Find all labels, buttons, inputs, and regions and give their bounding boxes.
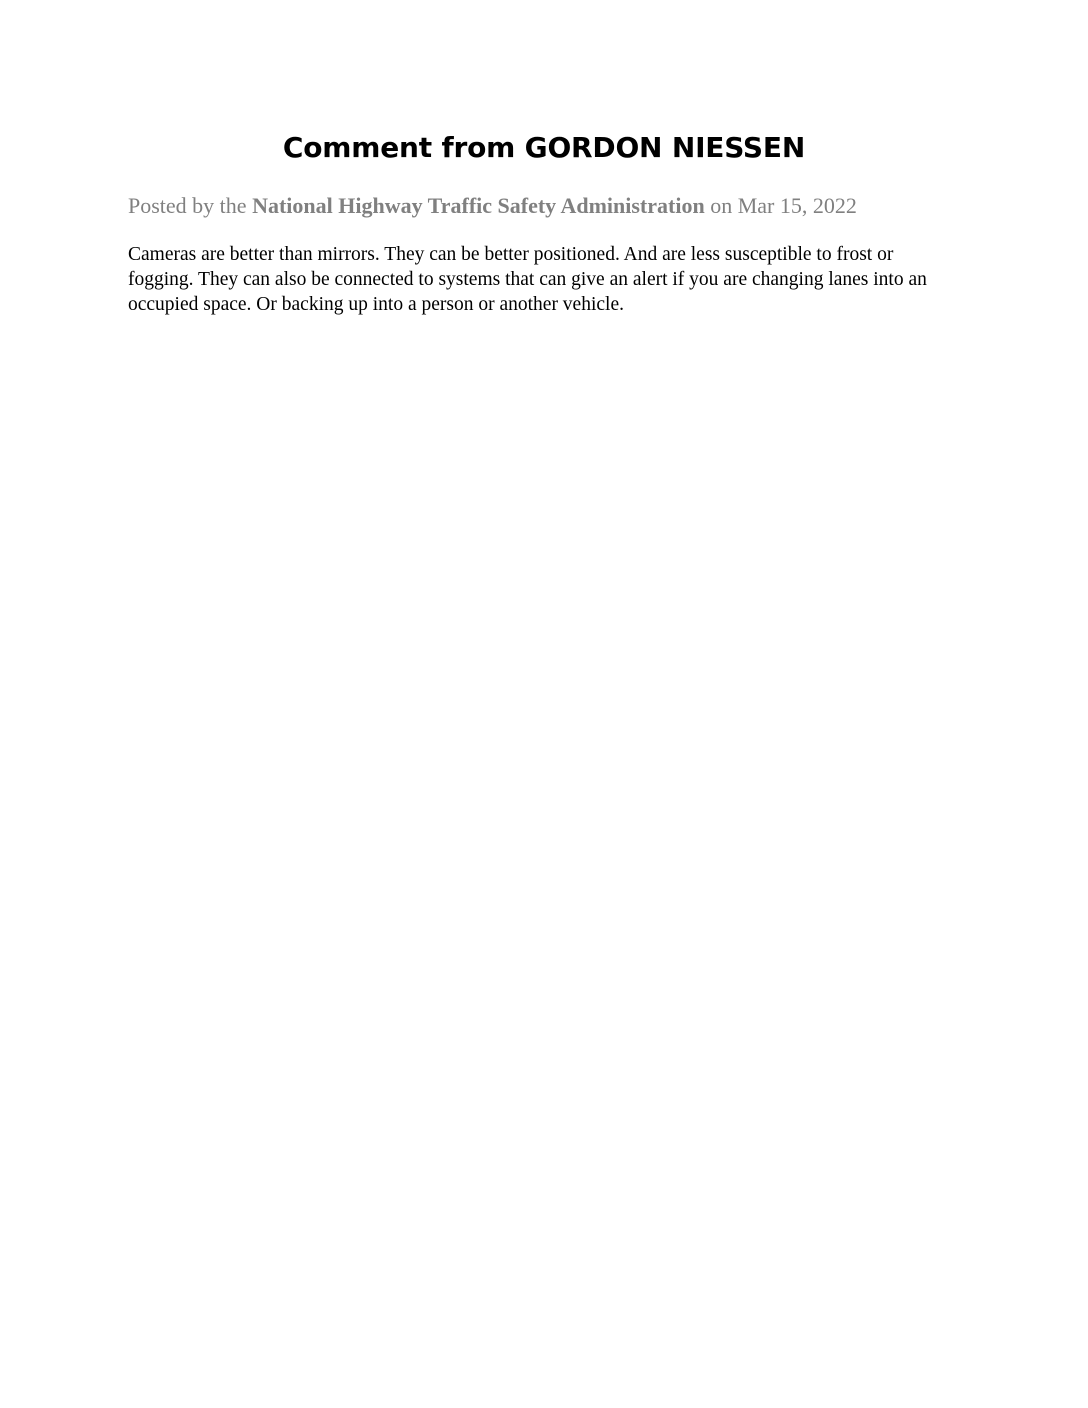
agency-name: National Highway Traffic Safety Administration xyxy=(252,193,705,218)
page-title: Comment from GORDON NIESSEN xyxy=(282,131,806,164)
posted-date: Mar 15, 2022 xyxy=(737,193,857,218)
posted-by-line xyxy=(128,192,968,220)
posted-by-prefix: Posted by the xyxy=(128,193,253,218)
comment-body: Cameras are better than mirrors. They can be better positioned. And are less susceptible to frost or fogging. They can also be connected to systems that can give an alert if you are changing lanes into an occupied space. Or backing up into a person or another vehicle. xyxy=(128,244,927,315)
posted-by-connector: on xyxy=(704,193,738,218)
